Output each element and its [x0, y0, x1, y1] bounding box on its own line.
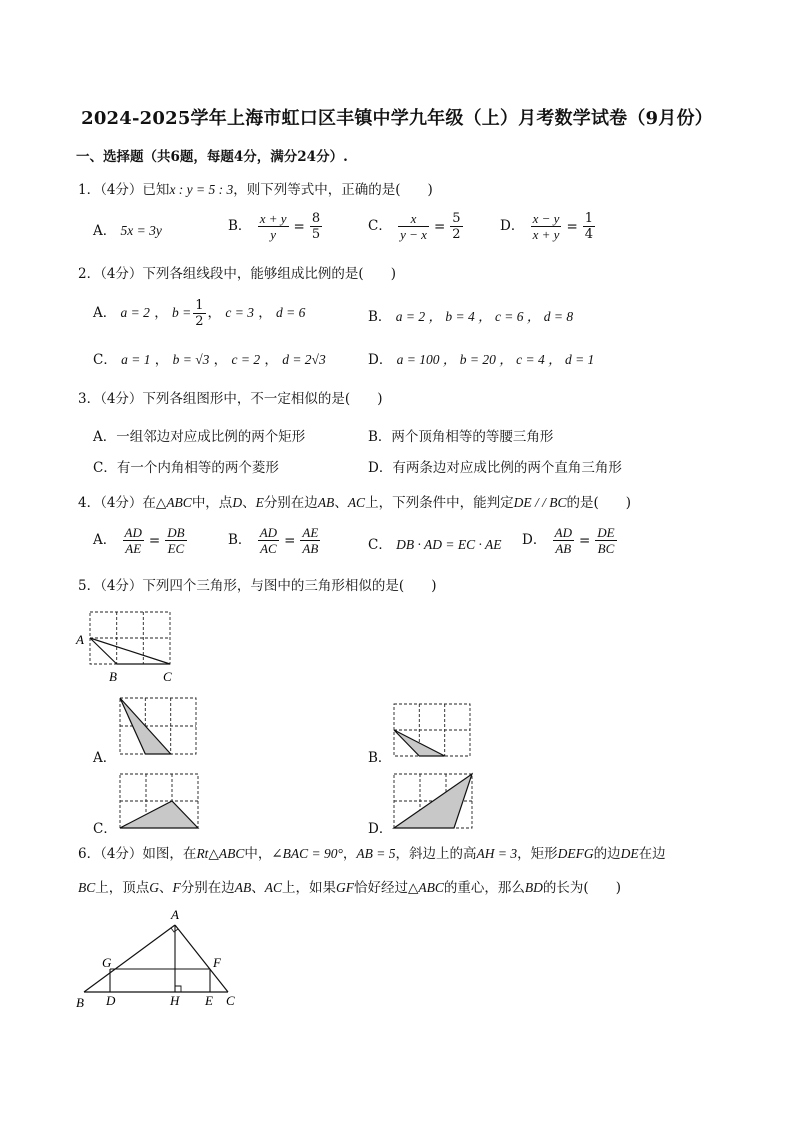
grid-dashed: [90, 612, 170, 664]
label-a: A: [76, 632, 84, 647]
q4-option-c: C． DB · AD = EC · AE: [368, 537, 502, 553]
q2-option-c: C． a = 1 ， b = √3 ， c = 2 ， d = 2√3: [93, 352, 326, 368]
label-d: D: [106, 993, 116, 1008]
q3-option-a: A．一组邻边对应成比例的两个矩形: [93, 429, 306, 445]
q5-reference-figure: [70, 606, 190, 686]
rectangle-defg: [110, 969, 210, 992]
q5-option-b-figure: [392, 702, 474, 760]
question-3-stem: 3．（4分）下列各组图形中，不一定相似的是( ): [78, 391, 383, 407]
q5-option-d-label: D．: [368, 821, 393, 837]
q1-option-c: C． $\frac{x}{y - x}$ = $\frac{5}{2}$: [368, 211, 461, 242]
reference-triangle: [90, 638, 170, 664]
label-h: H: [170, 993, 180, 1008]
triangle-c: [120, 801, 198, 828]
q6-figure: [70, 905, 250, 1015]
q5-option-c-figure: [118, 772, 200, 832]
question-5-stem: 5．（4分）下列四个三角形，与图中的三角形相似的是( ): [78, 578, 437, 594]
page-title: 2024-2025学年上海市虹口区丰镇中学九年级（上）月考数学试卷（9月份）: [81, 108, 713, 129]
label-f: F: [213, 955, 221, 970]
triangle-b: [394, 730, 445, 756]
label-e: E: [205, 993, 213, 1008]
q2-option-a: A． a = 2 ， b = $\frac{1}{2}$ ， c = 3 ， d = 6: [93, 298, 306, 329]
q3-option-d: D．有两条边对应成比例的两个直角三角形: [368, 460, 622, 476]
question-2-stem: 2．（4分）下列各组线段中，能够组成比例的是( ): [78, 266, 396, 282]
question-1-stem: 1．（4分）已知x : y = 5 : 3，则下列等式中，正确的是( ): [78, 182, 433, 198]
q3-option-b: B．两个顶角相等的等腰三角形: [368, 429, 554, 445]
q4-option-d: D． $\frac{AD}{AB}$ = $\frac{DE}{BC}$: [522, 525, 615, 556]
label-c: C: [163, 669, 172, 684]
q4-option-a: A． $\frac{AD}{AE}$ = $\frac{DB}{EC}$: [93, 525, 185, 556]
q3-option-c: C．有一个内角相等的两个菱形: [93, 460, 279, 476]
q2-option-b: B． a = 2 ， b = 4 ， c = 6 ， d = 8: [368, 309, 574, 325]
label-b: B: [76, 995, 84, 1010]
grid-dashed: [394, 704, 470, 756]
q1-option-d: D． $\frac{x - y}{x + y}$ = $\frac{1}{4}$: [500, 211, 594, 242]
q5-option-c-label: C．: [93, 821, 117, 837]
label-b: B: [109, 669, 117, 684]
q5-option-a-label: A．: [93, 750, 117, 766]
label-c: C: [226, 993, 235, 1008]
section-heading: 一、选择题（共6题，每题4分，满分24分）.: [76, 149, 348, 165]
q1-option-a: A． 5x = 3y: [93, 223, 162, 239]
right-angle-mark-h: [175, 986, 181, 992]
q4-option-b: B． $\frac{AD}{AC}$ = $\frac{AE}{AB}$: [228, 525, 319, 556]
label-g: G: [102, 955, 112, 970]
q5-option-b-label: B．: [368, 750, 392, 766]
question-6-stem-line1: 6．（4分）如图，在Rt△ABC中，∠BAC = 90°，AB = 5，斜边上的高AH = 3，矩形DEFG的边DE在边: [78, 846, 666, 862]
question-4-stem: 4．（4分）在△ABC中，点D、E分别在边AB、AC上，下列条件中，能判定DE / / BC的是( ): [78, 495, 631, 511]
label-a: A: [171, 907, 179, 922]
q5-option-d-figure: [392, 772, 474, 832]
q2-option-d: D． a = 100 ， b = 20 ， c = 4 ， d = 1: [368, 352, 595, 368]
question-6-stem-line2: BC上，顶点G、F分别在边AB、AC上，如果GF恰好经过△ABC的重心，那么BD的长为( ): [78, 880, 621, 896]
q1-option-b: B． $\frac{x + y}{y}$ = $\frac{8}{5}$: [228, 211, 321, 242]
q5-option-a-figure: [118, 696, 200, 758]
